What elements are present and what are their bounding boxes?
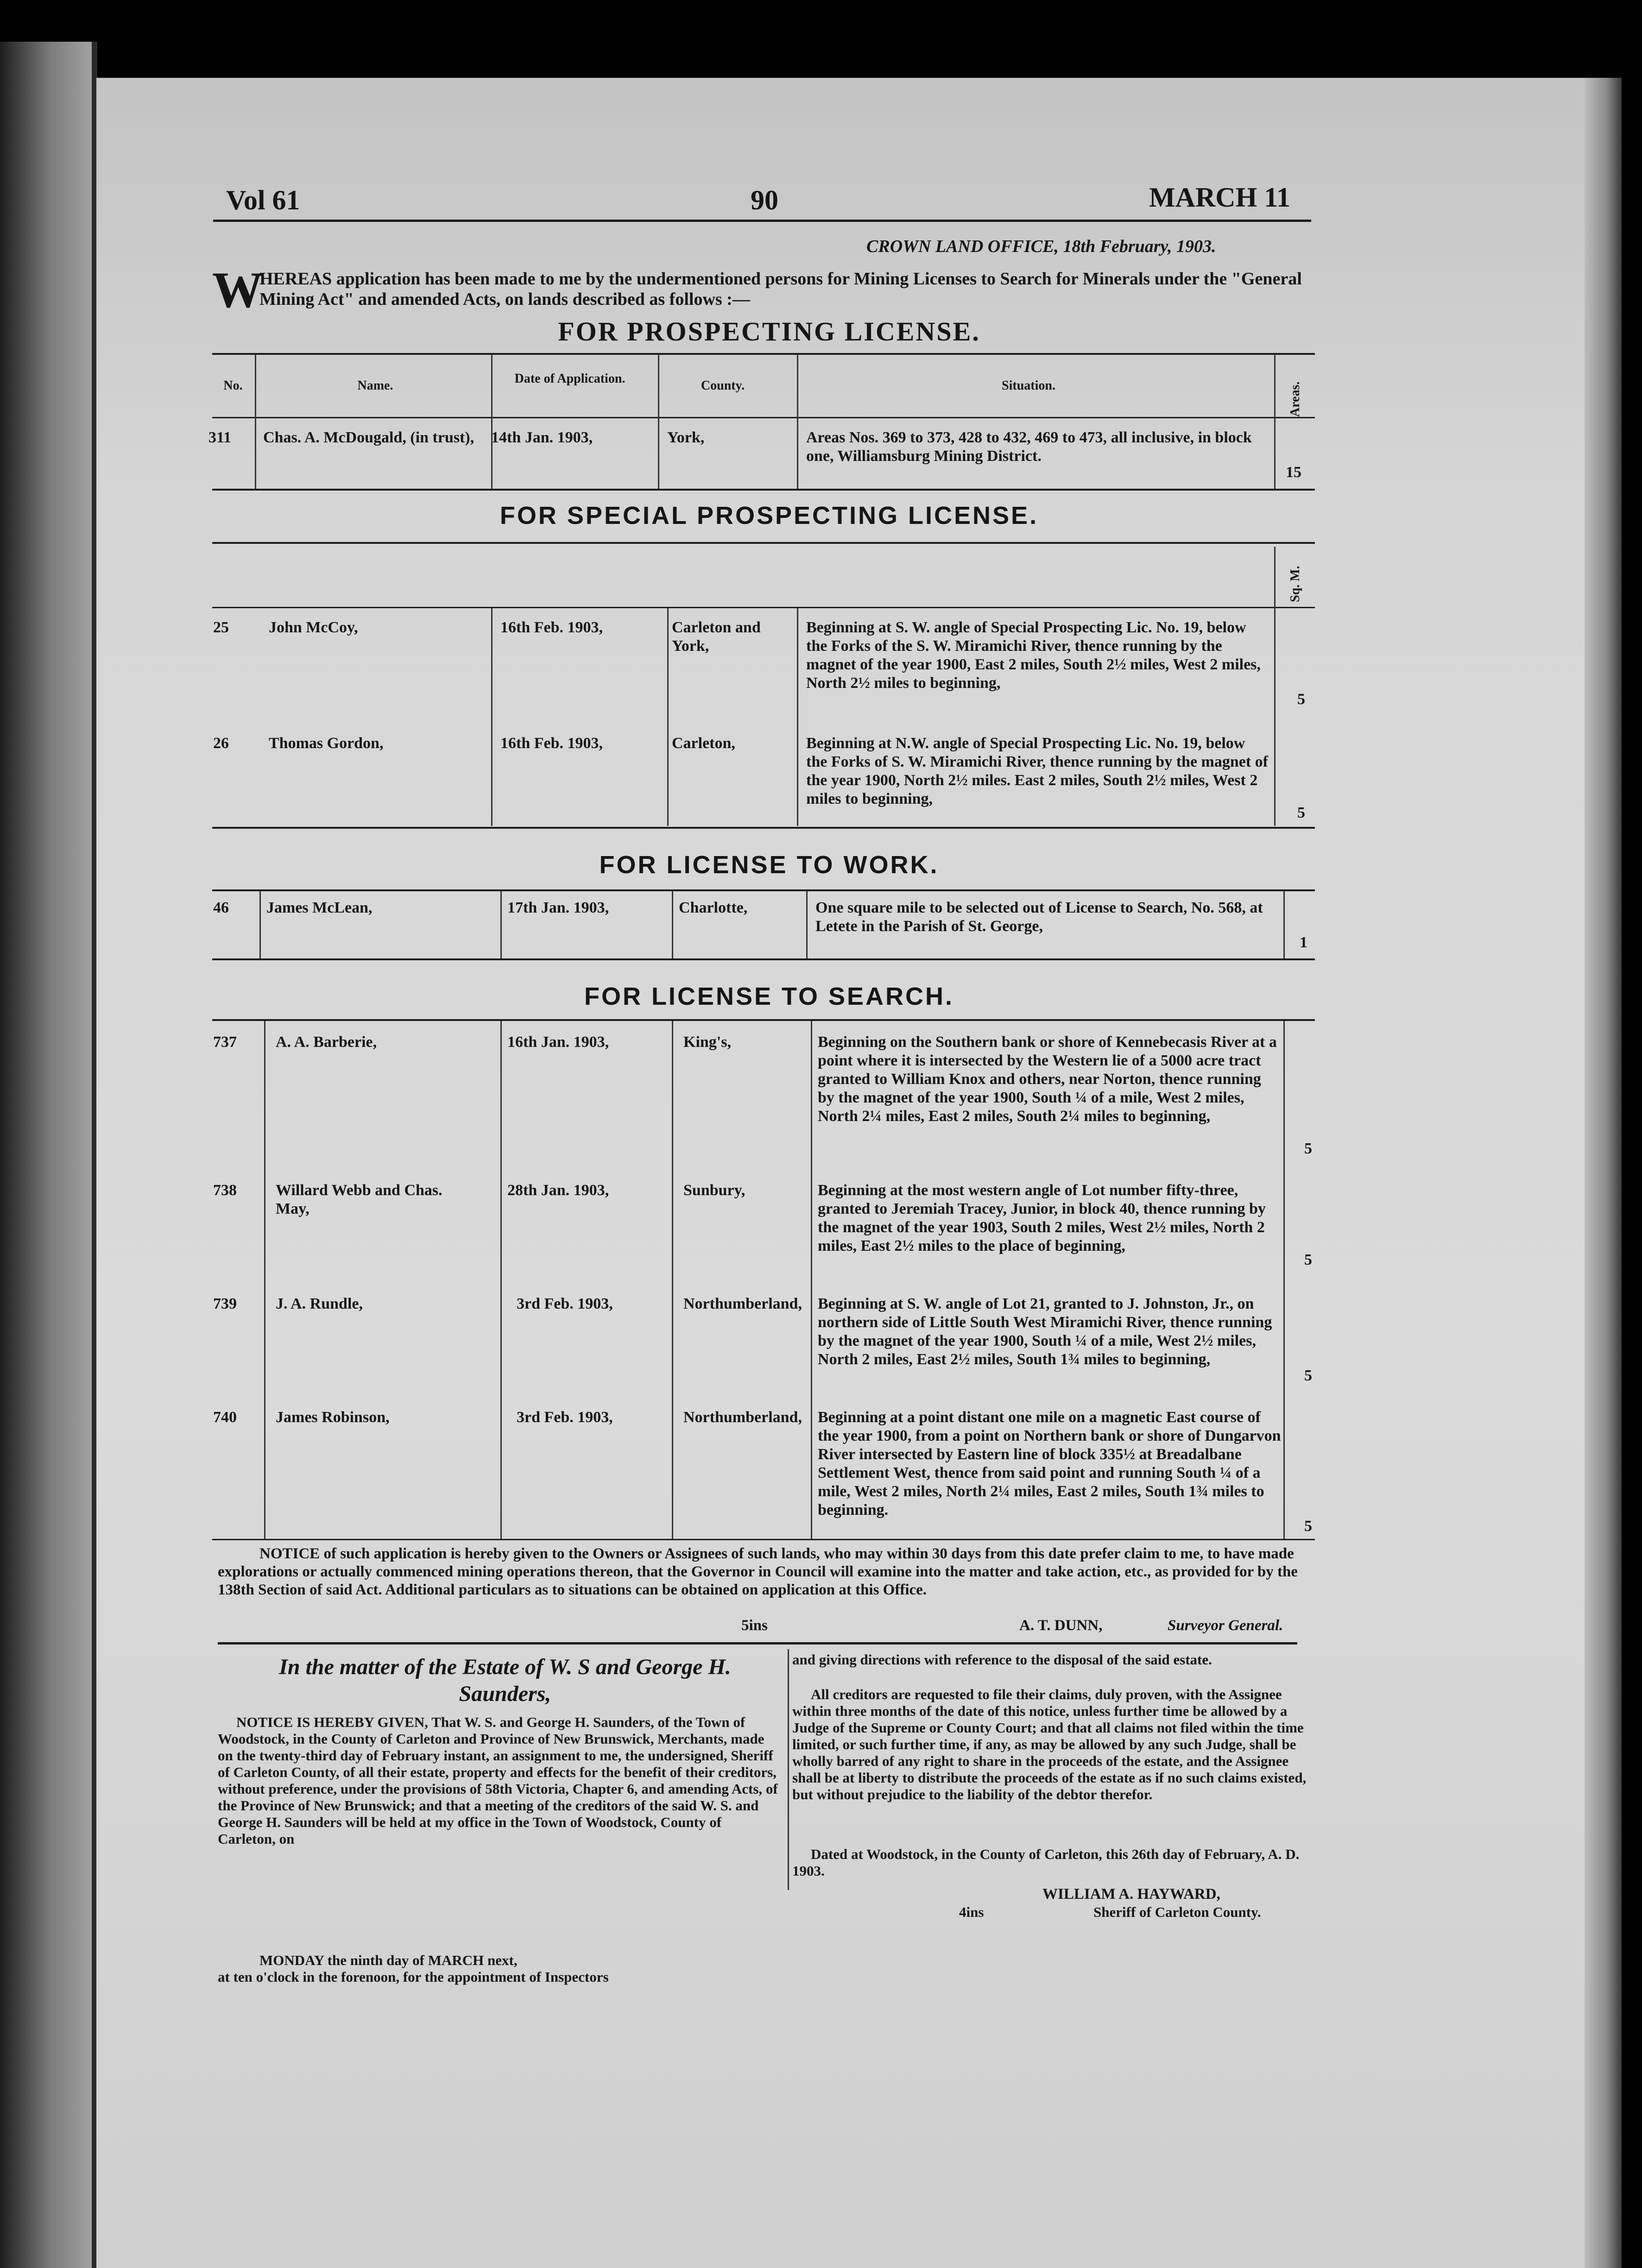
col-divider xyxy=(797,608,798,826)
search-name: J. A. Rundle, xyxy=(276,1295,363,1312)
search-no: 738 xyxy=(213,1182,237,1199)
search-situation: Beginning at the most western angle of Lot number fifty-three, granted to Jeremiah Tracey, Junior, in block 40, thence running by the magnet of the year 1903, South 2 miles, West 2½ miles, North 2 miles, East 2½ miles to the place of beginning, xyxy=(818,1182,1266,1254)
notice-rule xyxy=(218,1642,1297,1644)
section-rule xyxy=(212,489,1315,491)
special-area: 5 xyxy=(1297,804,1305,821)
col-divider xyxy=(797,354,798,489)
col-divider xyxy=(491,354,493,489)
estate-dated-line: Dated at Woodstock, in the County of Carleton, this 26th day of February, A. D. 1903. xyxy=(792,1846,1300,1879)
special-date: 16th Feb. 1903, xyxy=(500,735,603,752)
estate-signer: WILLIAM A. HAYWARD, xyxy=(1042,1886,1220,1903)
col-name-header: Name. xyxy=(357,378,393,393)
col-areas-header: Areas. xyxy=(1288,381,1302,417)
work-area: 1 xyxy=(1300,934,1307,951)
work-name: James McLean, xyxy=(266,899,373,916)
intro-paragraph: HEREAS application has been made to me by the undermentioned persons for Mining Licenses to Search for Minerals under the "General Mining Act" and amended Acts, on lands described as follows :— xyxy=(259,269,1302,309)
estate-insertions: 4ins xyxy=(959,1904,984,1920)
work-situation: One square mile to be selected out of License to Search, No. 568, at Letete in the Parish of St. George, xyxy=(815,899,1263,935)
left-page-edge xyxy=(0,42,93,2268)
search-county: Sunbury, xyxy=(683,1182,745,1199)
col-county-header: County. xyxy=(701,378,745,393)
search-situation: Beginning at a point distant one mile on a magnetic East course of the year 1900, from a point on Northern bank or shore of Dungarvon River intersected by Eastern line of block 335½ at Breadalbane Settlement West, thence from said point and running South ¼ of a mile, West 2 miles, North 2¼ miles, East 2 miles, South 1¾ miles to beginning. xyxy=(818,1409,1281,1518)
notice-signer: A. T. DUNN, xyxy=(1019,1617,1103,1634)
col-divider xyxy=(259,891,261,958)
issue-date: MARCH 11 xyxy=(1149,182,1290,213)
search-county: Northumberland, xyxy=(683,1295,802,1312)
col-divider xyxy=(491,608,493,826)
col-divider xyxy=(1274,354,1276,489)
estate-right-text-1: and giving directions with reference to the disposal of the said estate. xyxy=(792,1651,1212,1668)
search-date: 16th Jan. 1903, xyxy=(507,1033,609,1051)
search-county: Northumberland, xyxy=(683,1409,802,1426)
col-divider xyxy=(667,608,669,826)
estate-right-text-2: All creditors are requested to file their claims, duly proven, with the Assignee within three months of the date of this notice, unless further time be allowed by a Judge of the Supreme or County Court; and that all claims not filed within the time limited, or such further time, if any, as may be allowed by any such Judge, shall be wholly barred of any right to share in the proceeds of the estate, and the Assignee shall be at liberty to distribute the proceeds of the estate as if no such claims existed, but without prejudice to the liability of the debtor therefor. xyxy=(792,1686,1307,1802)
header-bottom-rule xyxy=(212,417,1315,418)
work-date: 17th Jan. 1903, xyxy=(507,899,609,916)
page-number: 90 xyxy=(751,185,778,215)
notice-insertions: 5ins xyxy=(741,1617,768,1634)
col-divider xyxy=(658,354,659,489)
col-divider xyxy=(500,1021,502,1540)
notice-signer-title: Surveyor General. xyxy=(1168,1617,1283,1634)
col-divider xyxy=(1283,1021,1285,1540)
search-name: Willard Webb and Chas. May, xyxy=(276,1182,442,1217)
col-divider xyxy=(672,1021,673,1540)
table-top-rule xyxy=(212,1019,1315,1021)
col-divider xyxy=(672,891,673,958)
prospecting-situation: Areas Nos. 369 to 373, 428 to 432, 469 to 473, all inclusive, in block one, Williamsburg Mining District. xyxy=(806,429,1252,465)
intro-dropcap: W xyxy=(212,262,263,318)
estate-notice-text: NOTICE IS HEREBY GIVEN, That W. S. and George H. Saunders, of the Town of Woodstock, in the County of Carleton and Province of New Brunswick, Merchants, made on the twenty-third day of February instant, an assignment to me, the undersigned, Sheriff of Carleton County, of all their estate, property and effects for the benefit of their creditors, without preference, under the provisions of 58th Victoria, Chapter 6, and amending Acts, of the Province of New Brunswick; and that a meeting of the creditors of the said W. S. and George H. Saunders will be held at my office in the Town of Woodstock, County of Carleton, on xyxy=(218,1714,778,1847)
section-rule xyxy=(212,827,1315,829)
special-area: 5 xyxy=(1297,691,1305,708)
special-county: Carleton, xyxy=(672,735,735,752)
work-county: Charlotte, xyxy=(679,899,748,916)
special-title: FOR SPECIAL PROSPECTING LICENSE. xyxy=(499,502,1039,529)
search-area: 5 xyxy=(1304,1251,1312,1268)
special-no: 25 xyxy=(213,619,229,636)
special-situation: Beginning at N.W. angle of Special Prospecting Lic. No. 19, below the Forks of S. W. Miramichi River, thence running by the magnet of the year 1900, North 2½ miles. East 2 miles, South 2½ miles, West 2 miles to beginning, xyxy=(806,735,1269,807)
special-no: 26 xyxy=(213,735,229,752)
search-title: FOR LICENSE TO SEARCH. xyxy=(584,983,954,1010)
search-county: King's, xyxy=(683,1033,731,1051)
search-name: A. A. Barberie, xyxy=(276,1033,377,1051)
col-no-header: No. xyxy=(223,378,243,393)
header-rule xyxy=(213,220,1311,222)
meeting-date-line: MONDAY the ninth day of MARCH next, xyxy=(259,1952,518,1968)
special-situation: Beginning at S. W. angle of Special Prospecting Lic. No. 19, below the Forks of the S. W. Miramichi River, thence running by the magnet of the year 1900, East 2 miles, South 2½ miles, West 2 miles, North 2½ miles to beginning, xyxy=(806,619,1261,692)
search-situation: Beginning at S. W. angle of Lot 21, granted to J. Johnston, Jr., on northern side of Little South West Miramichi River, thence running by the magnet of the year 1900, South ¼ of a mile, West 2½ miles, North 2 miles, East 2½ miles, South 1¾ miles to beginning, xyxy=(818,1295,1272,1368)
col-divider xyxy=(811,1021,812,1540)
header-bottom-rule xyxy=(212,607,1315,608)
special-county: Carleton and York, xyxy=(672,619,761,655)
col-situation-header: Situation. xyxy=(1002,378,1055,393)
col-divider xyxy=(264,1021,265,1540)
col-sqm-header: Sq. M. xyxy=(1288,566,1302,602)
search-date: 28th Jan. 1903, xyxy=(507,1182,609,1199)
right-page-edge xyxy=(1585,78,1622,2268)
col-divider xyxy=(1283,891,1285,958)
col-divider xyxy=(806,891,808,958)
section-rule xyxy=(212,1539,1315,1540)
dateline: CROWN LAND OFFICE, 18th February, 1903. xyxy=(866,237,1216,256)
search-area: 5 xyxy=(1304,1140,1312,1157)
col-divider xyxy=(500,891,502,958)
prospecting-area: 15 xyxy=(1286,464,1301,481)
col-date-header: Date of Application. xyxy=(514,372,625,386)
meeting-time-line: at ten o'clock in the forenoon, for the appointment of Inspectors xyxy=(218,1969,609,1985)
search-date: 3rd Feb. 1903, xyxy=(517,1295,613,1312)
prospecting-date: 14th Jan. 1903, xyxy=(491,429,593,446)
table-top-rule xyxy=(212,353,1315,355)
volume-label: Vol 61 xyxy=(226,185,300,215)
search-no: 737 xyxy=(213,1033,237,1051)
search-name: James Robinson, xyxy=(276,1409,390,1426)
prospecting-county: York, xyxy=(667,429,705,446)
notice-paragraph: NOTICE of such application is hereby given to the Owners or Assignees of such lands, who may within 30 days from this date prefer claim to me, to have made explorations or actually commenced mining operations thereon, that the Governor in Council will examine into the matter and take action, etc., as provided for by the 138th Section of said Act. Additional particulars as to situations can be obtained on application at this Office. xyxy=(218,1545,1298,1598)
work-no: 46 xyxy=(213,899,229,916)
newspaper-page xyxy=(96,78,1608,2268)
table-top-rule xyxy=(212,889,1315,891)
col-divider xyxy=(255,354,256,489)
prospecting-no: 311 xyxy=(208,429,232,446)
column-divider xyxy=(788,1649,789,1890)
prospecting-title: FOR PROSPECTING LICENSE. xyxy=(558,316,980,346)
work-title: FOR LICENSE TO WORK. xyxy=(599,851,939,879)
search-area: 5 xyxy=(1304,1367,1312,1384)
estate-signer-title: Sheriff of Carleton County. xyxy=(1093,1904,1261,1920)
section-rule xyxy=(212,958,1315,960)
special-name: John McCoy, xyxy=(269,619,358,636)
search-area: 5 xyxy=(1304,1518,1312,1535)
special-name: Thomas Gordon, xyxy=(269,735,384,752)
special-date: 16th Feb. 1903, xyxy=(500,619,603,636)
prospecting-name: Chas. A. McDougald, (in trust), xyxy=(263,429,474,446)
search-no: 740 xyxy=(213,1409,237,1426)
col-divider xyxy=(1274,547,1276,826)
estate-heading: In the matter of the Estate of W. S and George H. Saunders, xyxy=(279,1655,731,1706)
table-top-rule xyxy=(212,542,1315,544)
search-situation: Beginning on the Southern bank or shore of Kennebecasis River at a point where it is intersected by the Western lie of a 5000 acre tract granted to William Knox and others, near Norton, thence running by the magnet of the year 1900, South ¼ of a mile, West 2 miles, North 2¼ miles, East 2 miles, South 2¼ miles to beginning, xyxy=(818,1033,1277,1125)
search-no: 739 xyxy=(213,1295,237,1312)
search-date: 3rd Feb. 1903, xyxy=(517,1409,613,1426)
